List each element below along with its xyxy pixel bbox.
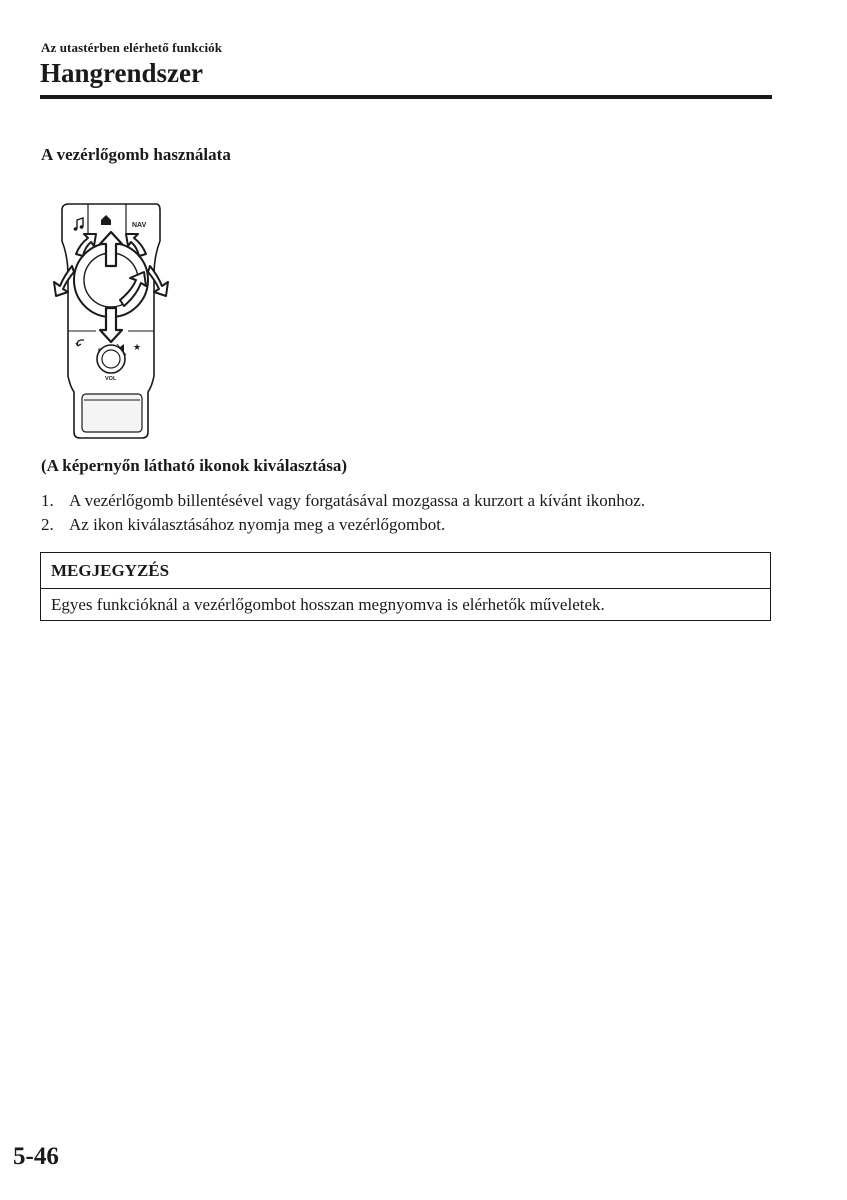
note-text: Egyes funkcióknál a vezérlőgombot hosszan megnyomva is elérhetők műveletek. [51,595,605,614]
volume-knob-inner [102,350,120,368]
list-item [41,513,781,537]
page-title: Hangrendszer [40,58,203,88]
page-number: 5-46 [13,1143,59,1170]
list-item [41,489,781,513]
vol-label: VOL [105,376,117,382]
title-rule [40,95,772,99]
step-number: 2. [41,515,54,534]
selection-heading: (A képernyőn látható ikonok kiválasztása) [41,456,348,475]
steps-list [41,489,781,537]
step-text: A vezérlőgomb billentésével vagy forgatásával mozgassa a kurzort a kívánt ikonhoz. [69,491,646,510]
note-title: MEGJEGYZÉS [41,553,770,589]
section-label: Az utastérben elérhető funkciók [41,40,223,55]
favorite-star-icon: ★ [133,342,142,352]
nav-label: NAV [132,222,147,229]
commander-knob-illustration [36,196,186,441]
note-box [40,552,771,621]
sub-heading: A vezérlőgomb használata [41,145,231,164]
step-number: 1. [41,491,54,510]
step-text: Az ikon kiválasztásához nyomja meg a vezérlőgombot. [69,515,446,534]
